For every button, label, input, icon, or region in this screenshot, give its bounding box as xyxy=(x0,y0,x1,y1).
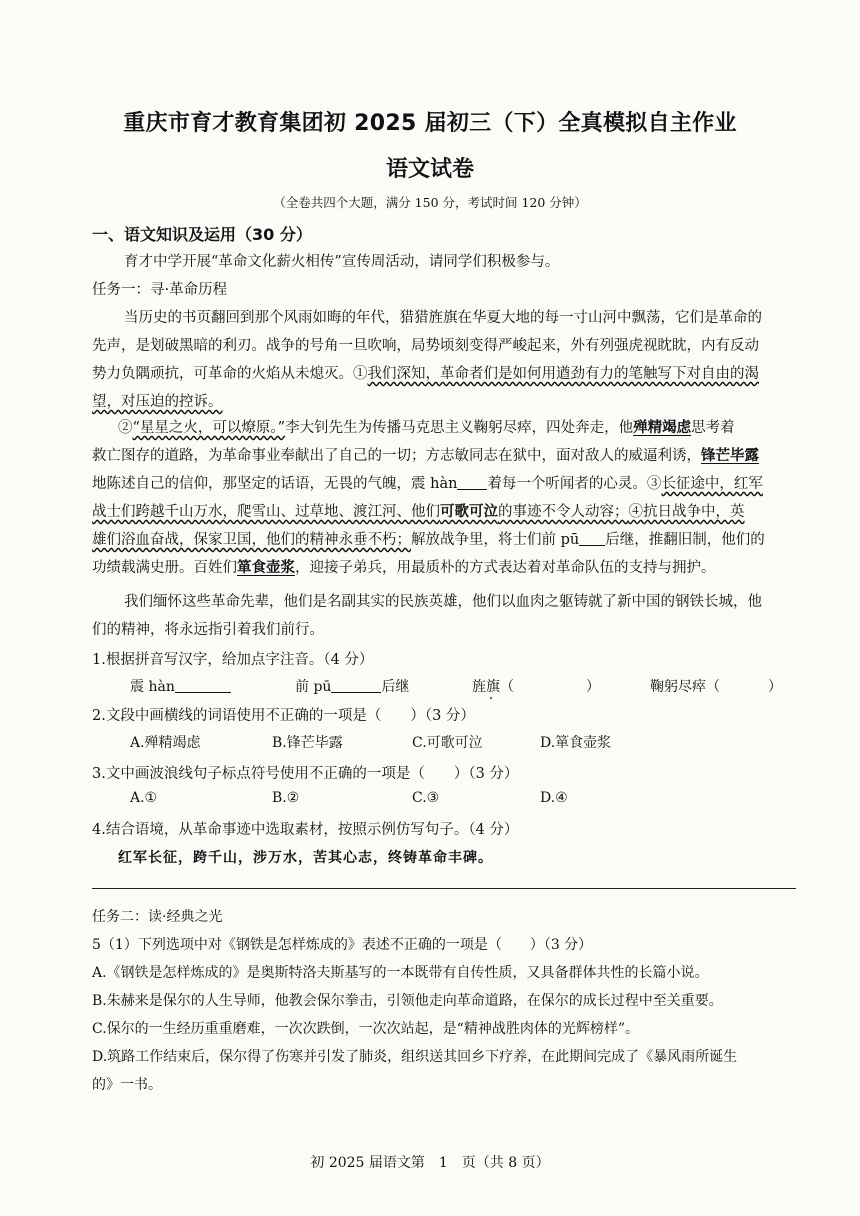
wavy-sentence-1: 我们深知，革命者们是如何用遒劲有力的笔触写下对自由的渴 xyxy=(367,366,759,382)
q5-option-a: A.《钢铁是怎样炼成的》是奥斯特洛夫斯基写的一本既带有自传性质，又具备群体共性的长篇小说。 xyxy=(92,965,709,981)
text: ） xyxy=(586,679,600,695)
q2-option-b: B.锋芒毕露 xyxy=(272,735,343,751)
question-1: 1.根据拼音写汉字，给加点字注音。（4 分） xyxy=(92,652,374,668)
text: 势力负隅顽抗，可革命的火焰从未熄灭。① xyxy=(92,366,368,382)
text: 地陈述自己的信仰，那坚定的话语，无畏的气魄，震 hàn xyxy=(92,476,458,492)
exam-title: 重庆市育才教育集团初 2025 届初三（下）全真模拟自主作业 xyxy=(123,111,737,136)
q5-option-d-cont: 的》一书。 xyxy=(92,1077,162,1093)
paragraph-line: 先声，是划破黑暗的利刃。战争的号角一旦吹响，局势顷刻变得严峻起来，外有列强虎视眈眈，内有反动 xyxy=(92,338,759,354)
answer-blank xyxy=(175,678,231,693)
text: 李大钊先生为传播马克思主义鞠躬尽瘁，四处奔走，他 xyxy=(285,420,634,436)
q3-option-c: C.③ xyxy=(412,790,440,806)
question-3: 3.文中画波浪线句子标点符号使用不正确的一项是（ ）（3 分） xyxy=(92,766,519,782)
paragraph-line xyxy=(92,500,745,521)
paragraph-line xyxy=(92,362,759,383)
wavy-sentence-3-end: 的事迹不令人动容； xyxy=(498,504,629,520)
exam-subtitle: 语文试卷 xyxy=(385,157,474,182)
underlined-word-1: 殚精竭虑 xyxy=(633,419,692,436)
task1-heading: 任务一：寻·革命历程 xyxy=(92,282,228,298)
q2-option-c: C.可歌可泣 xyxy=(412,735,483,751)
text: 后继 xyxy=(381,679,410,695)
question-2: 2.文段中画横线的词语使用不正确的一项是（ ）（3 分） xyxy=(92,708,475,724)
q3-option-b: B.② xyxy=(272,790,300,806)
q1-item-jingqi xyxy=(472,676,600,696)
text: 功绩载满史册。百姓们 xyxy=(92,560,237,576)
q2-option-a: A.殚精竭虑 xyxy=(130,735,201,751)
text: ② xyxy=(118,420,133,436)
task2-heading: 任务二：读·经典之光 xyxy=(92,909,223,925)
answer-blank xyxy=(457,475,487,490)
text: 前 pū xyxy=(295,679,332,695)
q5-option-d: D.筑路工作结束后，保尔得了伤寒并引发了肺炎，组织送其回乡下疗养，在此期间完成了《暴风雨所诞生 xyxy=(92,1049,738,1065)
exam-note: （全卷共四个大题，满分 150 分，考试时间 120 分钟） xyxy=(273,195,587,210)
paragraph-line xyxy=(92,444,759,465)
answer-blank xyxy=(579,531,605,546)
wavy-sentence-2: “星星之火，可以燎原。” xyxy=(132,420,286,436)
paragraph-line xyxy=(118,416,735,437)
text: 震 hàn xyxy=(130,679,175,695)
text: 着每一个听闻者的心灵。③ xyxy=(487,476,662,492)
paragraph-line: 们的精神，将永远指引着我们前行。 xyxy=(92,622,324,638)
text: 思考着 xyxy=(691,420,735,436)
wavy-sentence-4-end: 雄们浴血奋战，保家卫国，他们的精神永垂不朽； xyxy=(92,532,411,548)
wavy-sentence-4: ④抗日战争中，英 xyxy=(628,504,745,520)
text: 旌旗（ · xyxy=(472,679,514,695)
activity-intro: 育才中学开展“革命文化薪火相传”宣传周活动，请同学们积极参与。 xyxy=(124,254,560,270)
paragraph-line xyxy=(92,556,716,577)
underlined-word-4: 箪食壶浆 xyxy=(237,559,295,576)
q4-example: 红军长征，跨千山，涉万水，苦其心志，终铸革命丰碑。 xyxy=(118,850,493,866)
q5-option-c: C.保尔的一生经历重重磨难，一次次跌倒，一次次站起，是“精神战胜肉体的光辉榜样”。 xyxy=(92,1021,639,1037)
question-4: 4.结合语境，从革命事迹中选取素材，按照示例仿写句子。（4 分） xyxy=(92,822,519,838)
text: ，迎接子弟兵，用最质朴的方式表达着对革命队伍的支持与拥护。 xyxy=(295,560,716,576)
underlined-word-2: 锋芒毕露 xyxy=(701,447,759,464)
paragraph-line xyxy=(92,528,765,549)
wavy-sentence-3-cont: 战士们跨越千山万水，爬雪山、过草地、渡江河、他们 xyxy=(92,504,440,520)
underlined-word-3: 可歌可泣 xyxy=(440,503,498,520)
paragraph-line xyxy=(92,390,223,411)
paragraph-line: 当历史的书页翻回到那个风雨如晦的年代，猎猎旌旗在华夏大地的每一寸山河中飘荡，它们是革命的 xyxy=(124,310,762,326)
q1-item-jugong xyxy=(650,676,782,696)
q1-item-hàn xyxy=(130,676,231,696)
section-heading: 一、语文知识及运用（30 分） xyxy=(92,225,312,244)
q5-option-b: B.朱赫来是保尔的人生导师，他教会保尔拳击，引领他走向革命道路，在保尔的成长过程中至关重要。 xyxy=(92,993,723,1009)
wavy-sentence-1-end: 望，对压迫的控诉。 xyxy=(92,394,223,410)
wavy-sentence-3: 长征途中，红军 xyxy=(661,476,763,492)
q1-item-pū xyxy=(295,676,409,696)
q3-option-d: D.④ xyxy=(540,790,568,806)
q3-option-a: A.① xyxy=(130,790,158,806)
text: 鞠躬尽瘁（ xyxy=(650,679,720,695)
text: 后继，推翻旧制，他们的 xyxy=(605,532,765,548)
text: ） xyxy=(768,679,782,695)
text: 救亡图存的道路，为革命事业奉献出了自己的一切；方志敏同志在狱中，面对敌人的威逼利诱， xyxy=(92,448,701,464)
answer-blank xyxy=(331,678,381,693)
paragraph-line: 我们缅怀这些革命先辈，他们是名副其实的民族英雄，他们以血肉之躯铸就了新中国的钢铁长城，他 xyxy=(124,594,762,610)
q2-option-d: D.箪食壶浆 xyxy=(540,735,612,751)
paragraph-line xyxy=(92,472,763,493)
section-divider xyxy=(92,888,796,889)
question-5: 5（1）下列选项中对《钢铁是怎样炼成的》表述不正确的一项是（ ）（3 分） xyxy=(92,937,593,953)
page-footer: 初 2025 届语文第 1 页（共 8 页） xyxy=(310,1155,550,1171)
text: 解放战争里，将士们前 pū xyxy=(411,532,580,548)
